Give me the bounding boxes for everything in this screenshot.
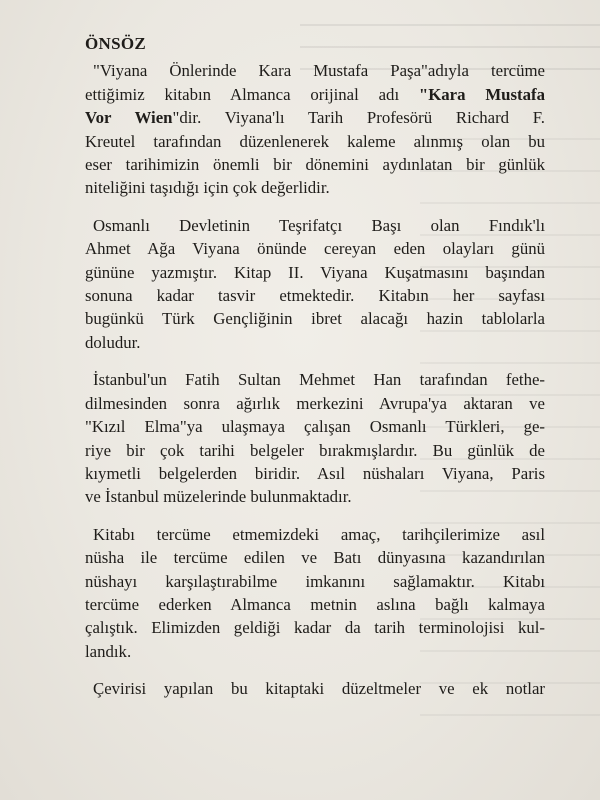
text-line: tercüme ederken Almanca metnin aslına bağlı kalmaya (85, 594, 545, 614)
text-line (85, 83, 545, 106)
page-text (85, 32, 545, 715)
text-line: kıymetli belgelerden biridir. Asıl nüshaları Viyana, Paris (85, 463, 545, 483)
text-line: doludur. (85, 332, 141, 352)
text-fragment: ettiğimiz kitabın Almanca orijinal adı (85, 84, 419, 104)
text-line: Çevirisi yapılan bu kitaptaki düzeltmeler ve ek notlar (93, 679, 545, 699)
text-line: riye bir çok tarihi belgeler bırakmışlardır. Bu günlük de (85, 440, 545, 460)
text-line: nüshayı karşılaştırabilme imkanını sağlamaktır. Kitabı (85, 571, 545, 591)
text-line: niteliğini taşıdığı için çok değerlidir. (85, 178, 330, 198)
paragraph-1 (85, 59, 545, 199)
text-line: eser tarihimizin önemli bir dönemini aydınlatan bir günlük (85, 155, 545, 175)
text-fragment: "dir. Viyana'lı Tarih Profesörü Richard F. (172, 108, 545, 128)
text-line: Kreutel tarafından düzenlenerek kaleme alınmış olan bu (85, 131, 545, 151)
text-line: İstanbul'un Fatih Sultan Mehmet Han tarafından fethe- (93, 370, 545, 390)
text-line: Kitabı tercüme etmemizdeki amaç, tarihçilerimize asıl (93, 524, 545, 544)
paragraph-2 (85, 214, 545, 354)
text-line: "Viyana Önlerinde Kara Mustafa Paşa"adıyla tercüme (93, 61, 545, 81)
text-line: "Kızıl Elma"ya ulaşmaya çalışan Osmanlı Türkleri, ge- (85, 417, 545, 437)
book-title-bold: Vor Wien (85, 108, 173, 128)
paragraph-3 (85, 368, 545, 508)
paragraph-4 (85, 523, 545, 663)
text-line: landık. (85, 641, 132, 661)
text-line: nüsha ile tercüme edilen ve Batı dünyasına kazandırılan (85, 548, 545, 568)
page-title: ÖNSÖZ (85, 34, 147, 53)
book-title-bold: "Kara Mustafa (418, 84, 545, 104)
text-line: Ahmet Ağa Viyana önünde cereyan eden olayları günü (85, 239, 545, 259)
text-line (85, 106, 545, 129)
text-line: dilmesinden sonra ağırlık merkezini Avrupa'ya aktaran ve (85, 393, 545, 413)
text-line: gününe yazmıştır. Kitap II. Viyana Kuşatmasını başından (85, 262, 545, 282)
paragraph-5 (85, 677, 545, 700)
text-line: bugünkü Türk Gençliğinin ibret alacağı hazin tablolarla (85, 309, 545, 329)
text-line: çalıştık. Elimizden geldiği kadar da tarih terminolojisi kul- (85, 618, 545, 638)
text-line: sonuna kadar tasvir etmektedir. Kitabın her sayfası (85, 286, 545, 306)
text-line: Osmanlı Devletinin Teşrifatçı Başı olan Fındık'lı (93, 215, 545, 235)
text-line: ve İstanbul müzelerinde bulunmaktadır. (85, 487, 352, 507)
